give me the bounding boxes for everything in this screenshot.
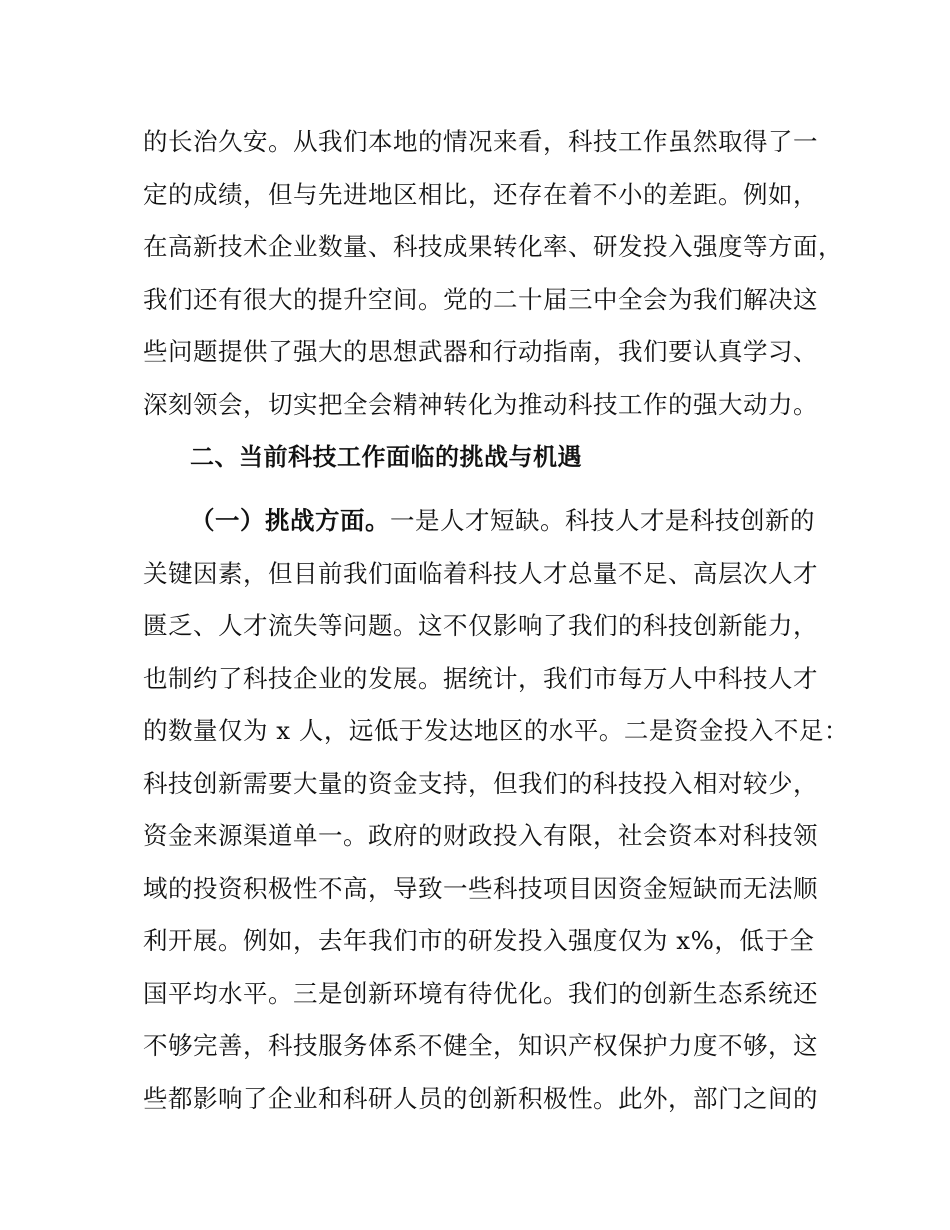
paragraph-first-line	[190, 504, 813, 538]
subsection-lead: （一）挑战方面。	[190, 506, 390, 535]
paragraph-line: 国平均水平。三是创新环境有待优化。我们的创新生态系统还	[143, 979, 818, 1008]
paragraph-line: 匮乏、人才流失等问题。这不仅影响了我们的科技创新能力，	[143, 611, 818, 640]
paragraph-text: 一是人才短缺。科技人才是科技创新的	[390, 506, 815, 535]
paragraph-line: 不够完善，科技服务体系不健全，知识产权保护力度不够，这	[143, 1031, 818, 1060]
section-heading: 二、当前科技工作面临的挑战与机遇	[190, 443, 582, 471]
paragraph-line: 利开展。例如，去年我们市的研发投入强度仅为 x%，低于全	[143, 926, 815, 955]
paragraph-line: 定的成绩，但与先进地区相比，还存在着不小的差距。例如，	[143, 180, 818, 209]
paragraph-line: 些都影响了企业和科研人员的创新积极性。此外，部门之间的	[143, 1084, 818, 1113]
paragraph-line: 也制约了科技企业的发展。据统计，我们市每万人中科技人才	[143, 664, 818, 693]
paragraph-line: 关键因素，但目前我们面临着科技人才总量不足、高层次人才	[143, 559, 818, 588]
paragraph-line: 科技创新需要大量的资金支持，但我们的科技投入相对较少，	[143, 769, 818, 798]
paragraph-line: 资金来源渠道单一。政府的财政投入有限，社会资本对科技领	[143, 821, 818, 850]
paragraph-line: 我们还有很大的提升空间。党的二十届三中全会为我们解决这	[143, 285, 818, 314]
paragraph-line: 的长治久安。从我们本地的情况来看，科技工作虽然取得了一	[143, 127, 818, 156]
paragraph-line: 深刻领会，切实把全会精神转化为推动科技工作的强大动力。	[143, 390, 818, 419]
paragraph-line: 域的投资积极性不高，导致一些科技项目因资金短缺而无法顺	[143, 874, 818, 903]
paragraph-line: 的数量仅为 x 人，远低于发达地区的水平。二是资金投入不足：	[143, 716, 849, 745]
paragraph-line: 些问题提供了强大的思想武器和行动指南，我们要认真学习、	[143, 337, 818, 366]
paragraph-line: 在高新技术企业数量、科技成果转化率、研发投入强度等方面，	[143, 232, 843, 261]
